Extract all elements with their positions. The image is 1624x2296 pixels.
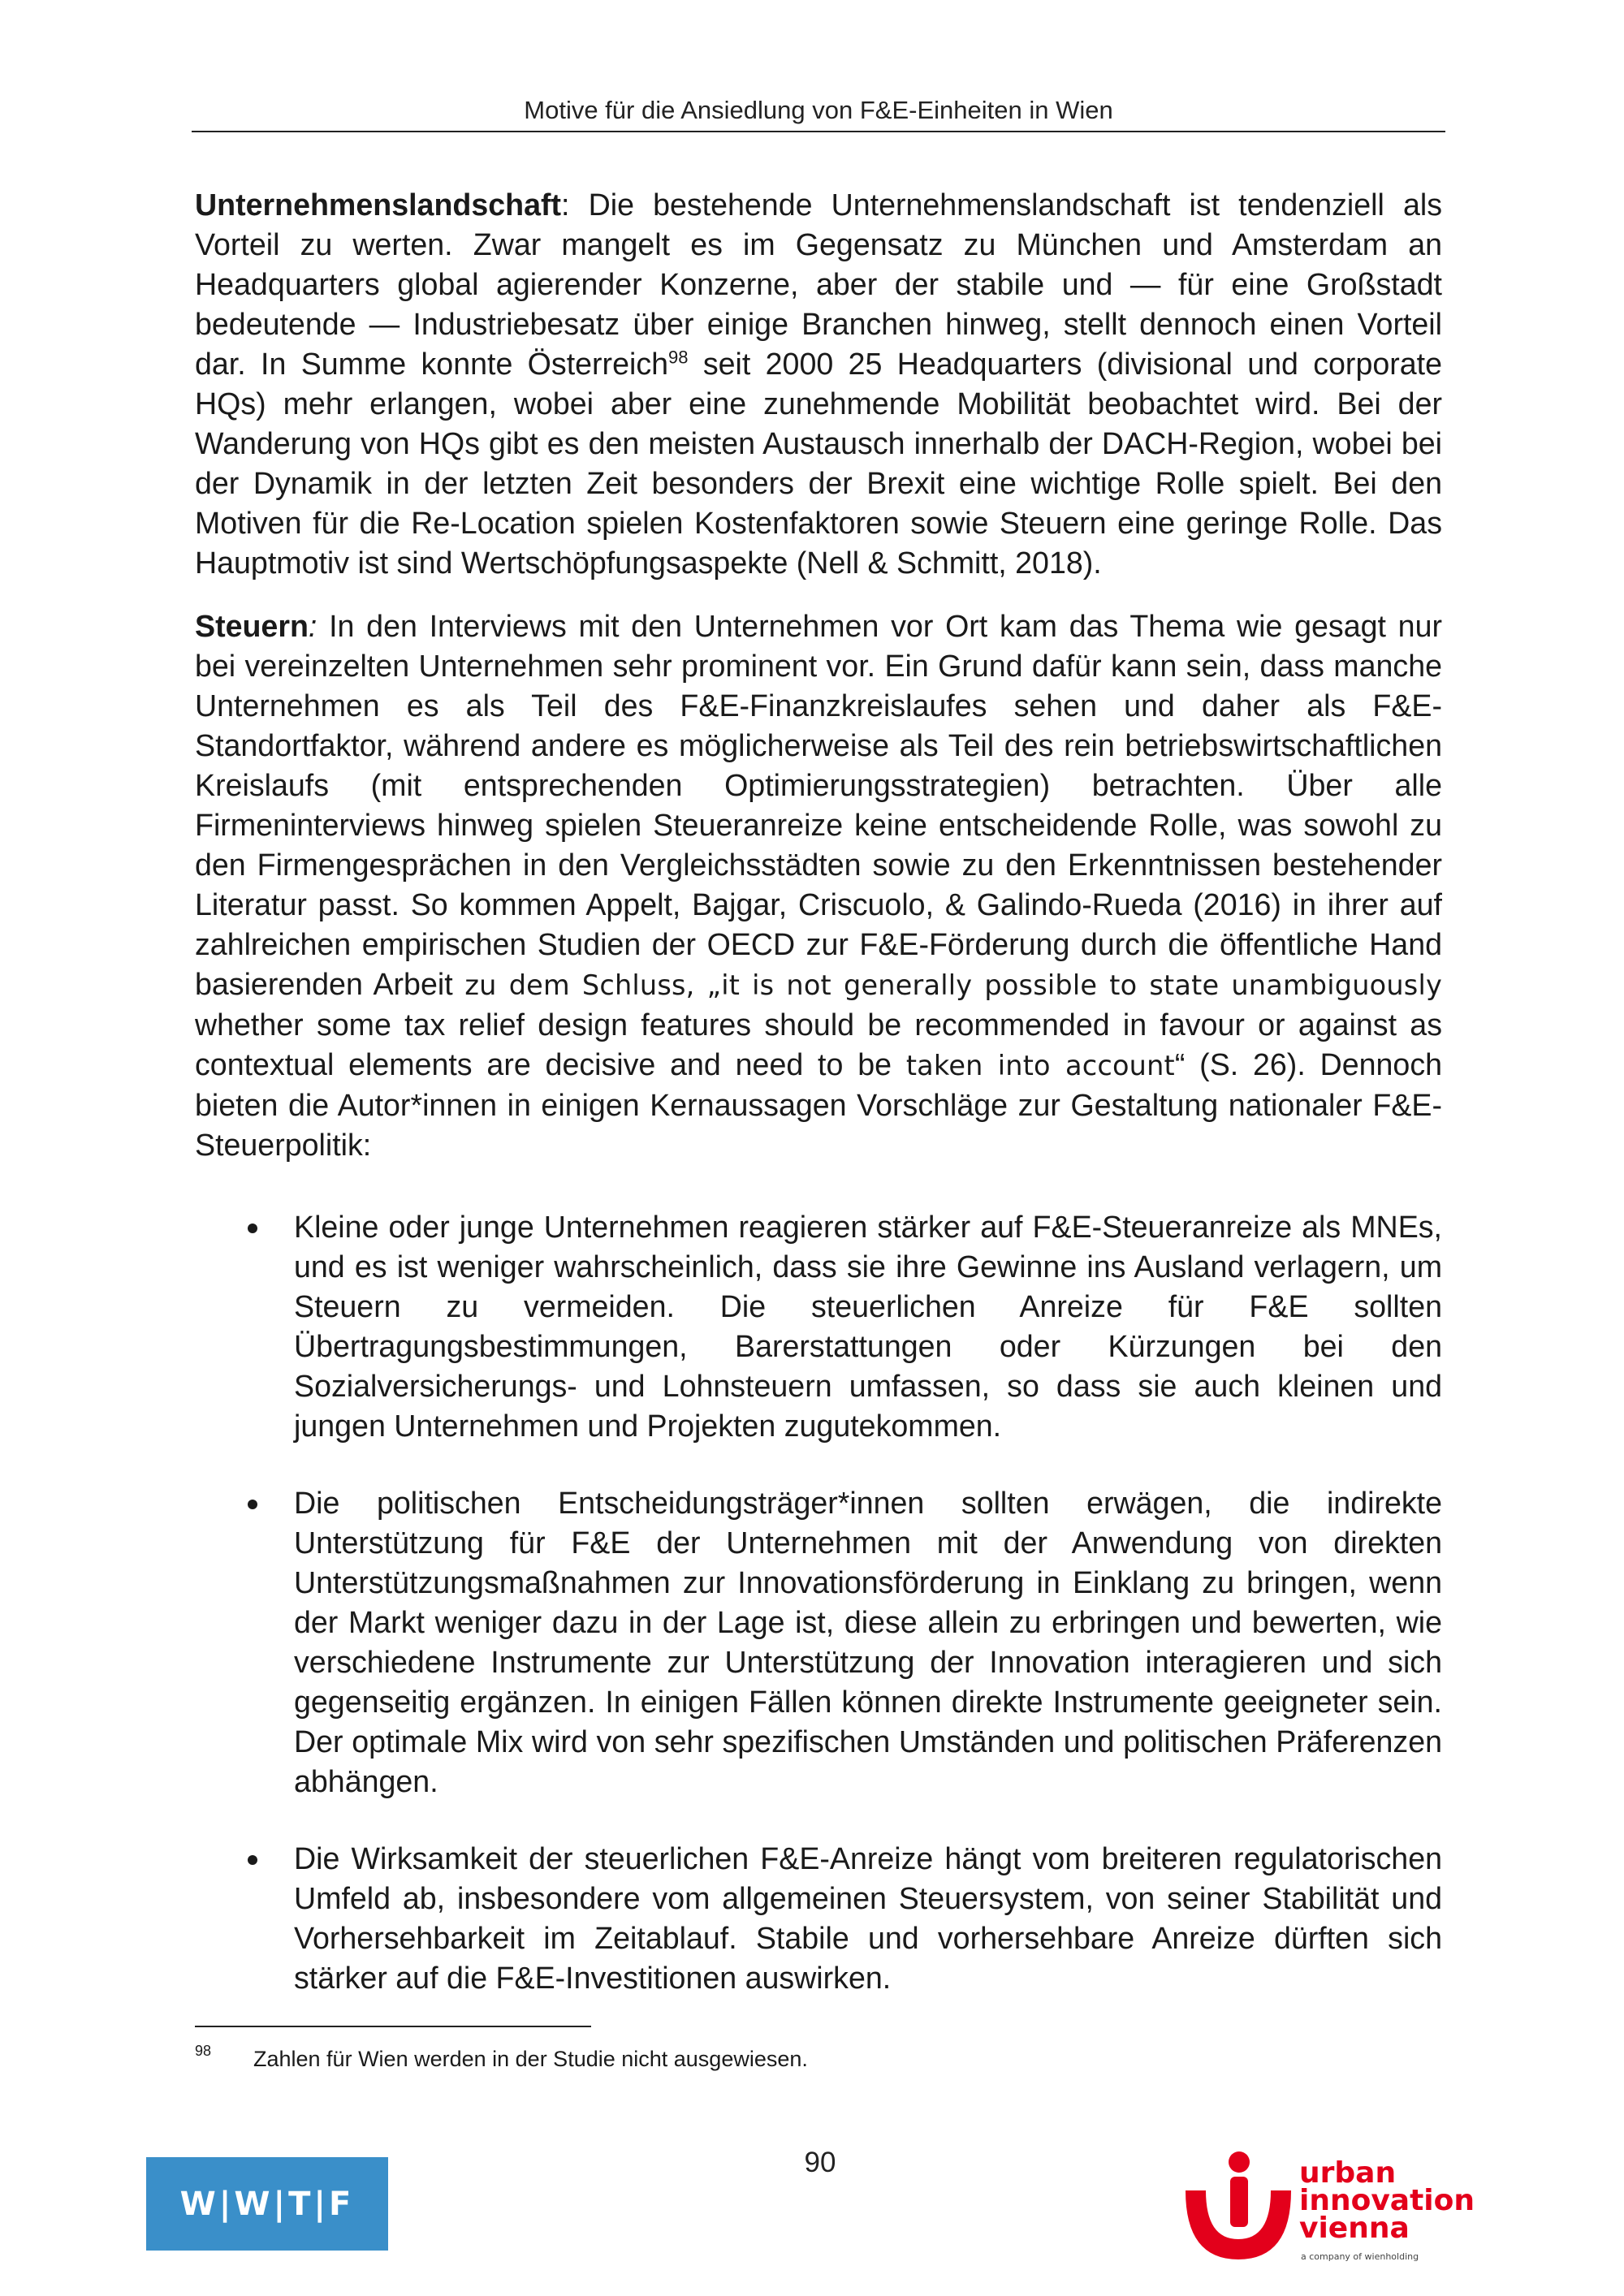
running-header: Motive für die Ansiedlung von F&E-Einheiten in Wien: [524, 96, 1113, 124]
paragraph-text: whether some tax relief design features should be recommended in favour or against as contextual elements are decisive and need to be: [195, 1008, 1442, 1081]
logo-dot: [1229, 2151, 1250, 2173]
paragraph-text: In den Interviews mit den Unternehmen vor Ort kam das Thema wie gesagt nur bei vereinzelten Unternehmen sehr prominent vor. Ein Grund dafür kann sein, dass manche Unternehmen es als Teil des F&E-Finanzkreislaufes sehen und daher als F&E-Standortfaktor, während andere es möglicherweise als Teil des rein betriebswirtschaftlichen Kreislaufs (mit entsprechenden Optimierungsstrategien) betrachten. Über alle Firmeninterviews hinweg spielen Steueranreize keine entscheidende Rolle, was sowohl zu den Firmengesprächen in den Vergleichsstädten sowie zu den Erkenntnissen bestehender Literatur passt. So kommen Appelt, Bajgar, Criscuolo, & Galindo-Rueda (2016) in ihrer auf zahlreichen empirischen Studien der OECD zur F&E-Förderung durch die öffentliche Hand basierenden Arbeit: [195, 609, 1442, 1001]
footnote-rule: [195, 2026, 591, 2027]
page-number: 90: [804, 2147, 836, 2178]
footnote-text: Zahlen für Wien werden in der Studie nicht ausgewiesen.: [253, 2047, 808, 2071]
footnote-number: 98: [195, 2043, 212, 2059]
list-item: [195, 1207, 1442, 1446]
main-text: [195, 185, 1442, 2035]
bullet-icon: [248, 1224, 257, 1233]
wwtf-logo: [146, 2157, 388, 2251]
list-item: [195, 1839, 1442, 1998]
paragraph-steuern: [195, 606, 1442, 1165]
uiv-word-vienna: vienna: [1299, 2212, 1410, 2245]
list-item-text: Die politischen Entscheidungsträger*innen sollten erwägen, die indirekte Unterstützung für F&E der Unternehmen mit der Anwendung von direkten Unterstützungsmaßnahmen zur Innovationsförderung in Einklang zu bringen, wenn der Markt weniger dazu in der Lage ist, diese allein zu erbringen und bewerten, wie verschiedene Instrumente zur Unterstützung der Innovation interagieren und sich gegenseitig ergänzen. In einigen Fällen können direkte Instrumente geeigneter sein. Der optimale Mix wird von sehr spezifischen Umständen und politischen Präferenzen abhängen.: [294, 1486, 1442, 1798]
paragraph-label: Steuern: [195, 609, 309, 643]
bullet-list: [195, 1207, 1442, 1998]
label-colon: :: [308, 609, 317, 643]
uiv-subline: a company of wienholding: [1301, 2251, 1419, 2262]
list-item: [195, 1483, 1442, 1802]
header-rule: [192, 131, 1445, 132]
uiv-word-urban: urban: [1299, 2156, 1397, 2190]
paragraph-text: seit 2000 25 Headquarters (divisional und corporate HQs) mehr erlangen, wobei aber eine zunehmende Mobilität beobachtet wird. Bei der Wanderung von HQs gibt es den meisten Austausch innerhalb der DACH-Region, wobei bei der Dynamik in der letzten Zeit besonders der Brexit eine wichtige Rolle spielt. Bei den Motiven für die Re-Location spielen Kostenfaktoren sowie Steuern eine geringe Rolle. Das Hauptmotiv ist sind Wertschöpfungsaspekte (Nell & Schmitt, 2018).: [195, 347, 1442, 580]
paragraph-label: Unternehmenslandschaft: [195, 188, 562, 222]
list-item-text: Die Wirksamkeit der steuerlichen F&E-Anreize hängt vom breiteren regulatorischen Umfeld ab, insbesondere vom allgemeinen Steuersystem, von seiner Stabilität und Vorhersehbarkeit im Zeitablauf. Stabile und vorhersehbare Anreize dürften sich stärker auf die F&E-Investitionen auswirken.: [294, 1841, 1442, 1995]
bullet-icon: [248, 1855, 257, 1865]
logo-bar: [1230, 2177, 1248, 2227]
list-item-text: Kleine oder junge Unternehmen reagieren stärker auf F&E-Steueranreize als MNEs, und es ist weniger wahrscheinlich, dass sie ihre Gewinne ins Ausland verlagern, um Steuern zu vermeiden. Die steuerlichen Anreize für F&E sollten Übertragungsbestimmungen, Barerstattungen oder Kürzungen bei den Sozialversicherungs- und Lohnsteuern umfassen, so dass sie auch kleinen und jungen Unternehmen und Projekten zugutekommen.: [294, 1210, 1442, 1443]
uiv-wordmark: [1299, 2156, 1475, 2245]
quote-tail: taken into account: [905, 1050, 1175, 1081]
bullet-icon: [248, 1500, 257, 1509]
quote-lead: zu dem Schluss, „it is not generally possible to state unambiguously: [464, 969, 1442, 1001]
wwtf-logo-text: W|W|T|F: [179, 2185, 355, 2223]
paragraph-unternehmenslandschaft: [195, 185, 1442, 583]
paragraph-text: : Die bestehende Unternehmenslandschaft ist tendenziell als Vorteil zu werten. Zwar mangelt es im Gegensatz zu München und Amsterdam an Headquarters global agierender Konzerne, aber der stabile und — für eine Großstadt bedeutende — Industriebesatz über einige Branchen hinweg, stellt dennoch einen Vorteil dar. In Summe konnte Österreich: [195, 188, 1442, 381]
paragraph-text: “ (S. 26). Dennoch bieten die Autor*innen in einigen Kernaussagen Vorschläge zur Gestaltung nationaler F&E-Steuerpolitik:: [195, 1047, 1443, 1162]
footnote-ref-98[interactable]: 98: [668, 347, 689, 368]
uiv-word-innovation: innovation: [1299, 2184, 1475, 2217]
